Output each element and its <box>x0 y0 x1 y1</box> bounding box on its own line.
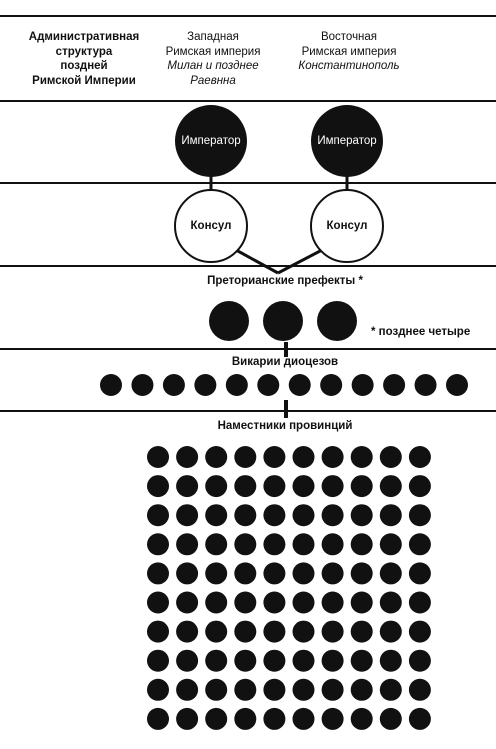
governor-dot <box>380 533 402 555</box>
west-capital-line: Раевнна <box>190 74 236 87</box>
vicar-dots <box>100 374 468 396</box>
governor-dot <box>205 533 227 555</box>
connector-line <box>278 250 322 273</box>
governor-dot <box>322 562 344 584</box>
governor-dot <box>234 592 256 614</box>
prefect-dot <box>263 301 303 341</box>
prefect-dots <box>209 301 357 341</box>
governor-dot <box>409 621 431 643</box>
vicar-dot <box>226 374 248 396</box>
governor-dot <box>147 650 169 672</box>
governor-dot <box>351 592 373 614</box>
governor-dot <box>293 708 315 730</box>
title-line: поздней <box>60 60 108 72</box>
governor-dot <box>380 621 402 643</box>
governor-dot <box>409 562 431 584</box>
east-name-line: Римская империя <box>301 45 397 58</box>
governor-dot <box>351 679 373 701</box>
governor-dot <box>322 475 344 497</box>
title-line: Административная <box>28 31 140 43</box>
vicar-dot <box>446 374 468 396</box>
west-capital-line: Милан и позднее <box>167 60 259 72</box>
governor-dot <box>351 475 373 497</box>
governor-dot <box>234 708 256 730</box>
governor-dot <box>380 446 402 468</box>
governor-dot <box>263 533 285 555</box>
governor-dot <box>293 533 315 555</box>
governor-dot <box>293 504 315 526</box>
governor-dot <box>176 708 198 730</box>
governor-dot <box>263 679 285 701</box>
governor-dot <box>409 679 431 701</box>
governor-dot <box>263 708 285 730</box>
governor-dot <box>351 621 373 643</box>
governor-dot <box>409 592 431 614</box>
governor-dot <box>205 592 227 614</box>
vicar-dot <box>289 374 311 396</box>
vicar-dot <box>131 374 153 396</box>
vicar-dot <box>383 374 405 396</box>
governor-dot <box>380 504 402 526</box>
governor-dot <box>147 621 169 643</box>
prefect-dot <box>209 301 249 341</box>
governor-dot <box>205 708 227 730</box>
governor-dot <box>176 562 198 584</box>
governor-dot <box>205 475 227 497</box>
governor-dot <box>409 446 431 468</box>
vicar-dot <box>163 374 185 396</box>
governor-dot <box>147 446 169 468</box>
governor-dot <box>322 679 344 701</box>
governor-dot <box>380 562 402 584</box>
governor-dot <box>409 475 431 497</box>
east-capital-line: Константинополь <box>298 60 400 72</box>
governor-dot <box>176 679 198 701</box>
vicar-dot <box>352 374 374 396</box>
governor-dot <box>293 475 315 497</box>
governor-dot <box>380 650 402 672</box>
west-name-line: Западная <box>187 31 239 43</box>
governor-dot <box>322 533 344 555</box>
governor-dot <box>147 504 169 526</box>
governor-dot <box>234 679 256 701</box>
title-line: Римской Империи <box>32 74 136 87</box>
governor-dot <box>322 446 344 468</box>
governor-dot <box>293 446 315 468</box>
governor-dot <box>322 650 344 672</box>
vicar-dot <box>415 374 437 396</box>
governor-dot <box>234 504 256 526</box>
governor-dot <box>234 533 256 555</box>
governor-dot <box>176 533 198 555</box>
governor-dot <box>322 592 344 614</box>
governor-dot <box>234 475 256 497</box>
governor-dot <box>293 592 315 614</box>
governor-dot <box>176 650 198 672</box>
governor-dot <box>176 475 198 497</box>
consul-label: Консул <box>326 220 368 232</box>
governor-dot <box>147 679 169 701</box>
west-name-line: Римская империя <box>165 45 261 58</box>
governor-dot <box>147 562 169 584</box>
governor-dot <box>205 446 227 468</box>
east-name-line: Восточная <box>320 31 378 43</box>
governor-dot <box>293 562 315 584</box>
governor-dot <box>380 475 402 497</box>
connector-line <box>236 250 278 273</box>
governor-dot <box>176 621 198 643</box>
governor-dot <box>234 562 256 584</box>
governor-dot <box>176 592 198 614</box>
consul-label: Консул <box>190 220 232 232</box>
governor-dot <box>234 621 256 643</box>
vicar-dot <box>320 374 342 396</box>
governor-dot <box>205 679 227 701</box>
governor-dot <box>147 533 169 555</box>
governor-dot <box>147 592 169 614</box>
governor-dot <box>351 708 373 730</box>
governor-dot <box>263 621 285 643</box>
governor-dot <box>293 650 315 672</box>
governor-dot <box>351 533 373 555</box>
governor-dot <box>147 475 169 497</box>
governor-dot <box>205 621 227 643</box>
governor-dot <box>205 504 227 526</box>
vicar-dot <box>257 374 279 396</box>
governor-dot <box>263 446 285 468</box>
governor-dot <box>351 446 373 468</box>
governor-dot <box>263 562 285 584</box>
governor-dot <box>380 679 402 701</box>
governor-dot <box>176 504 198 526</box>
emperor-label: Император <box>317 135 377 147</box>
governor-dot <box>380 592 402 614</box>
governor-dot <box>293 621 315 643</box>
governor-dot <box>234 446 256 468</box>
vicar-dot <box>100 374 122 396</box>
governor-dot <box>263 475 285 497</box>
governor-dot <box>234 650 256 672</box>
governor-dot <box>409 650 431 672</box>
prefects-note: * позднее четыре <box>371 326 471 338</box>
governor-dot <box>263 504 285 526</box>
governor-dot <box>147 708 169 730</box>
governor-dot <box>205 562 227 584</box>
governor-dot <box>409 708 431 730</box>
governor-dots <box>147 446 431 730</box>
vicar-dot <box>194 374 216 396</box>
governor-dot <box>322 504 344 526</box>
governor-dot <box>351 504 373 526</box>
governor-dot <box>351 562 373 584</box>
governor-dot <box>322 621 344 643</box>
governor-dot <box>263 650 285 672</box>
governor-dot <box>380 708 402 730</box>
governor-dot <box>205 650 227 672</box>
governor-dot <box>293 679 315 701</box>
governors-label: Наместники провинций <box>217 420 353 432</box>
title-line: структура <box>55 45 113 58</box>
vicars-label: Викарии диоцезов <box>231 356 339 368</box>
prefect-dot <box>317 301 357 341</box>
governor-dot <box>351 650 373 672</box>
prefects-label: Преторианские префекты * <box>207 275 363 287</box>
governor-dot <box>322 708 344 730</box>
governor-dot <box>176 446 198 468</box>
governor-dot <box>409 504 431 526</box>
governor-dot <box>409 533 431 555</box>
governor-dot <box>263 592 285 614</box>
emperor-label: Император <box>181 135 241 147</box>
